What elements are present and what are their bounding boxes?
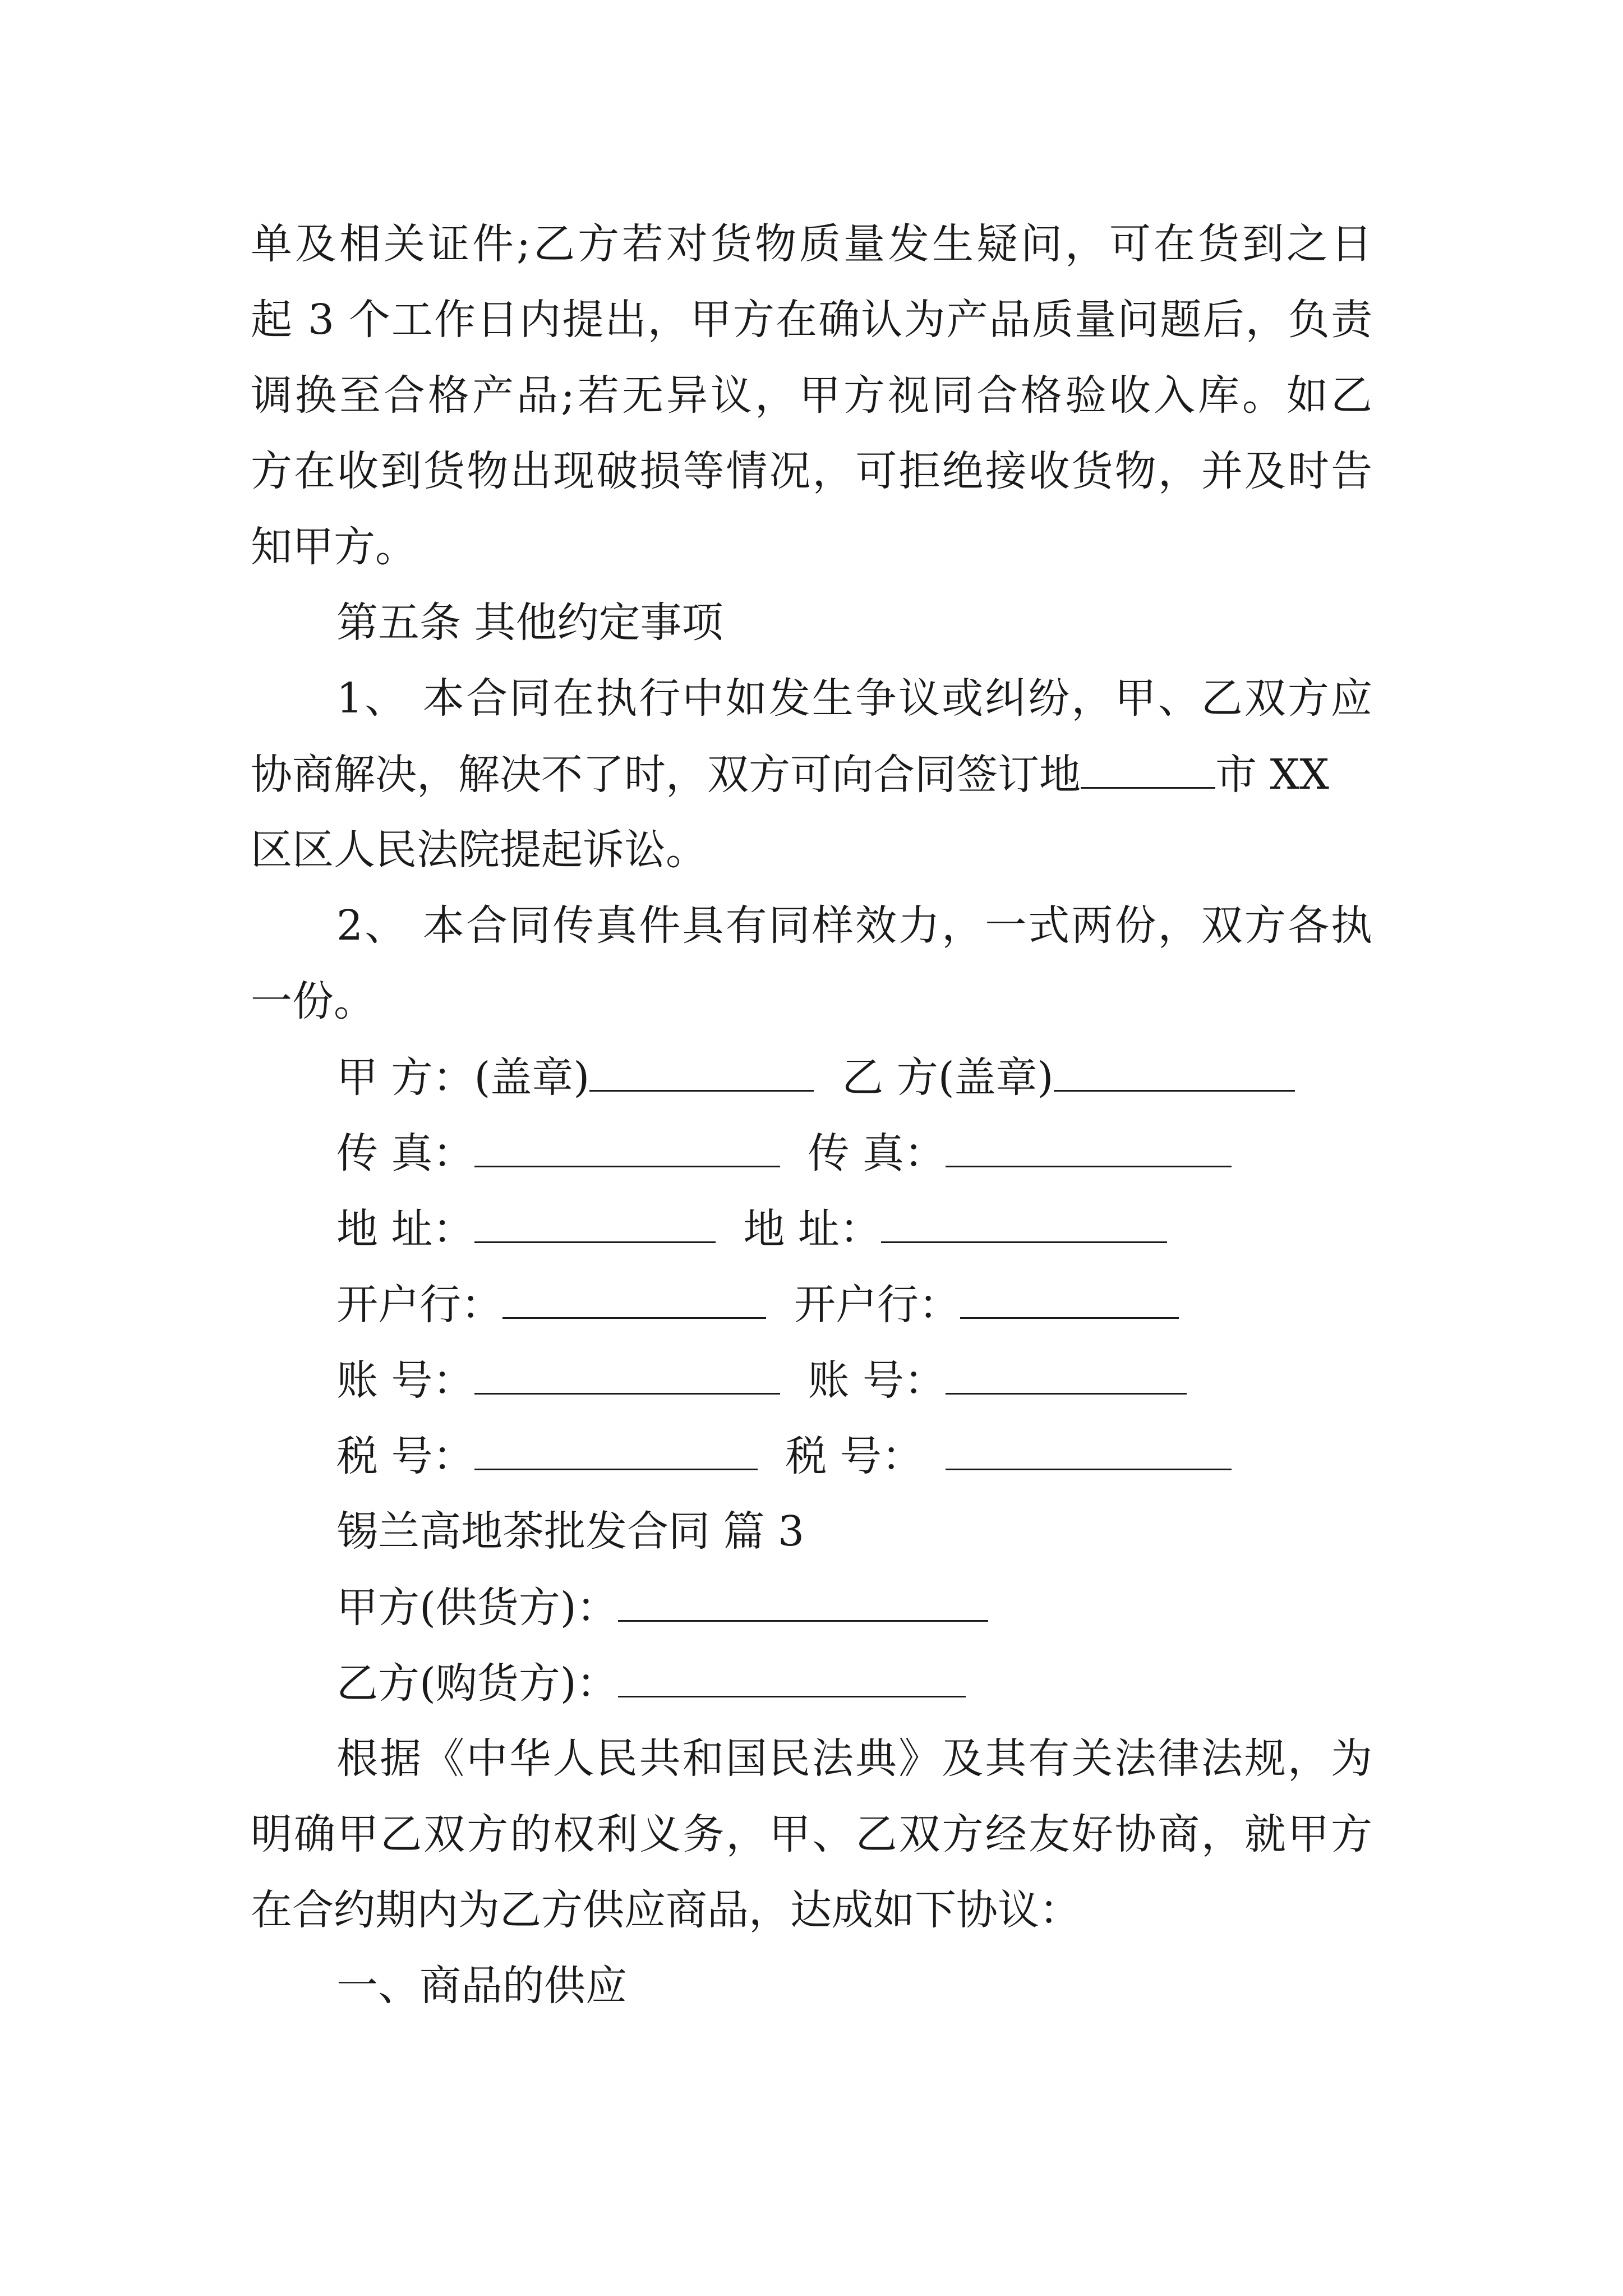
address-a-label: 地 址： — [336, 1205, 474, 1253]
tax-a-blank — [474, 1435, 758, 1470]
address-b-label: 地 址： — [743, 1205, 882, 1253]
supplier-label: 甲方(供货方)： — [336, 1584, 618, 1632]
item-2-line-1: 2、 本合同传真件具有同样效力，一式两份，双方各执 — [336, 901, 1372, 950]
party-b-blank — [1054, 1056, 1295, 1092]
contract-title: 锡兰高地茶批发合同 篇 3 — [336, 1507, 805, 1556]
item-2-line-2: 一份。 — [251, 977, 375, 1025]
item-1-line-2 — [251, 751, 1329, 799]
signature-row-bank — [336, 1281, 1179, 1329]
buyer-label: 乙方(购货方)： — [336, 1659, 618, 1708]
bank-b-blank — [960, 1283, 1179, 1319]
section-heading: 一、商品的供应 — [336, 1962, 627, 2010]
party-a-blank — [589, 1056, 814, 1092]
signature-row-fax — [336, 1129, 1232, 1177]
signature-row-address — [336, 1205, 1167, 1253]
buyer-blank — [618, 1662, 966, 1697]
preamble-line: 在合约期内为乙方供应商品，达成如下协议： — [251, 1886, 1081, 1934]
address-a-blank — [474, 1208, 716, 1243]
blank-city-field — [1081, 753, 1215, 789]
paragraph-line: 方在收到货物出现破损等情况，可拒绝接收货物，并及时告 — [251, 447, 1372, 495]
preamble-line: 根据《中华人民共和国民法典》及其有关法律法规，为 — [336, 1734, 1372, 1783]
account-b-label: 账 号： — [808, 1356, 946, 1405]
item-1-line-2-after: 市 XX — [1215, 751, 1329, 799]
bank-b-label: 开户行： — [794, 1281, 960, 1329]
bank-a-blank — [502, 1283, 766, 1319]
item-1-line-2-before: 协商解决，解决不了时，双方可向合同签订地 — [251, 751, 1081, 799]
tax-b-label: 税 号： — [785, 1432, 924, 1480]
account-a-blank — [474, 1359, 780, 1395]
paragraph-line: 起 3 个工作日内提出，甲方在确认为产品质量问题后，负责 — [251, 296, 1372, 344]
party-b-label: 乙 方(盖章) — [842, 1053, 1054, 1102]
buyer-line — [336, 1659, 966, 1708]
fax-a-blank — [474, 1132, 780, 1167]
supplier-blank — [618, 1586, 988, 1622]
account-a-label: 账 号： — [336, 1356, 474, 1405]
preamble-line: 明确甲乙双方的权利义务，甲、乙双方经友好协商，就甲方 — [251, 1810, 1372, 1858]
item-1-line-3: 区区人民法院提起诉讼。 — [251, 826, 707, 874]
paragraph-line: 单及相关证件;乙方若对货物质量发生疑问，可在货到之日 — [251, 220, 1372, 268]
fax-b-blank — [946, 1132, 1232, 1167]
fax-a-label: 传 真： — [336, 1129, 474, 1177]
tax-a-label: 税 号： — [336, 1432, 474, 1480]
signature-row-tax — [336, 1432, 1232, 1480]
account-b-blank — [946, 1359, 1187, 1395]
party-a-label: 甲 方：(盖章) — [336, 1053, 590, 1102]
address-b-blank — [881, 1208, 1167, 1243]
signature-row-party — [336, 1053, 1295, 1102]
fax-b-label: 传 真： — [808, 1129, 946, 1177]
signature-row-account — [336, 1356, 1187, 1405]
item-1-line-1: 1、 本合同在执行中如发生争议或纠纷，甲、乙双方应 — [336, 674, 1372, 723]
bank-a-label: 开户行： — [336, 1281, 502, 1329]
article-heading: 第五条 其他约定事项 — [336, 599, 723, 647]
paragraph-line: 调换至合格产品;若无异议，甲方视同合格验收入库。如乙 — [251, 371, 1372, 420]
tax-b-blank — [946, 1435, 1232, 1470]
paragraph-line: 知甲方。 — [251, 523, 417, 571]
supplier-line — [336, 1584, 988, 1632]
